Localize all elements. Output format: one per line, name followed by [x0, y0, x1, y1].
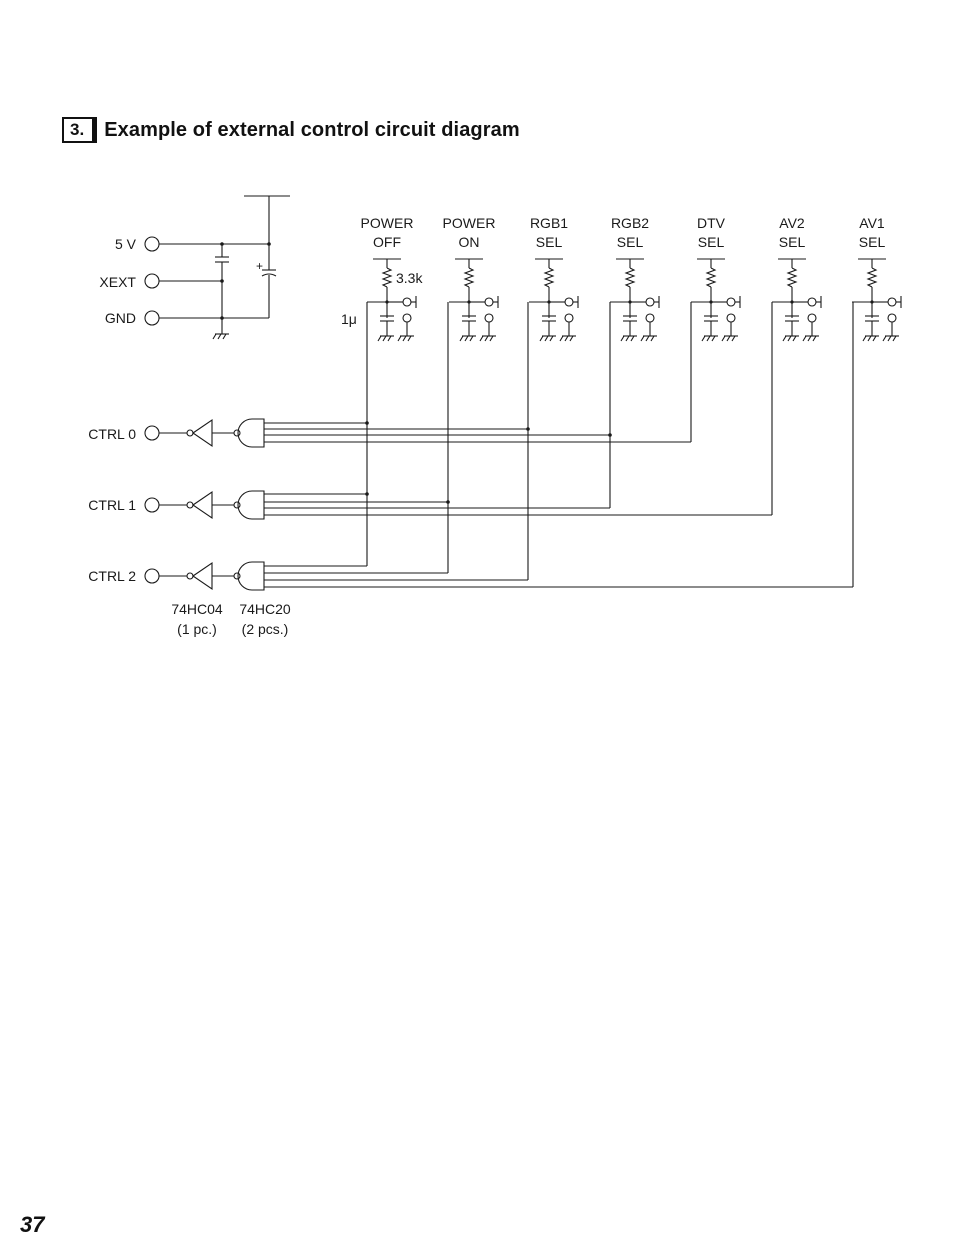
- ctrl-1-chain: [145, 491, 264, 519]
- output-2-label-2: SEL: [535, 234, 563, 250]
- pin-label-xext: XEXT: [99, 274, 136, 290]
- output-stage-6: [852, 259, 901, 341]
- output-6-label-1: AV1: [859, 215, 885, 231]
- output-5-label-2: SEL: [778, 234, 806, 250]
- output-stages: [341, 215, 901, 341]
- output-0-label-2: OFF: [373, 234, 401, 250]
- ctrl-2-chain: [145, 562, 264, 590]
- output-3-label-1: RGB2: [610, 215, 650, 231]
- output-stage-1: [449, 259, 498, 341]
- control-logic: [88, 302, 853, 590]
- output-5-label-1: AV2: [779, 215, 805, 231]
- terminal-xext: [145, 274, 159, 288]
- output-stage-2: [529, 259, 578, 341]
- ctrl-1-label: CTRL 1: [88, 497, 136, 513]
- terminal-ctrl-2: [145, 569, 159, 583]
- ic-1-qty: (2 pcs.): [241, 621, 289, 637]
- output-1-label-1: POWER: [442, 215, 496, 231]
- ctrl-0-label: CTRL 0: [88, 426, 136, 442]
- power-input-section: [99, 196, 290, 339]
- output-1-label-2: ON: [458, 234, 480, 250]
- section-title: Example of external control circuit diagram: [104, 118, 520, 141]
- output-4-label-1: DTV: [697, 215, 725, 231]
- ic-1-part: 74HC20: [239, 601, 291, 617]
- ic-labels: [171, 601, 291, 637]
- output-stage-3: [610, 259, 659, 341]
- terminal-ctrl-0: [145, 426, 159, 440]
- terminal-5v: [145, 237, 159, 251]
- ic-0-part: 74HC04: [171, 601, 223, 617]
- ic-0-qty: (1 pc.): [177, 621, 217, 637]
- output-4-label-2: SEL: [697, 234, 725, 250]
- ctrl-0-chain: [145, 419, 264, 447]
- terminal-ctrl-1: [145, 498, 159, 512]
- output-0-label-1: POWER: [360, 215, 414, 231]
- output-stage-4: [691, 259, 740, 341]
- output-3-label-2: SEL: [616, 234, 644, 250]
- svg-text:+: +: [256, 259, 264, 273]
- pin-label-5v: 5 V: [114, 236, 136, 252]
- section-number: 3.: [62, 117, 94, 143]
- output-stage-5: [772, 259, 821, 341]
- capacitor-value-label: 1μ: [341, 311, 357, 327]
- resistor-value-label: 3.3k: [396, 270, 423, 286]
- output-2-label-1: RGB1: [529, 215, 569, 231]
- output-6-label-2: SEL: [858, 234, 886, 250]
- pin-label-gnd: GND: [104, 310, 136, 326]
- page-number: 37: [20, 1212, 45, 1237]
- terminal-gnd: [145, 311, 159, 325]
- ctrl-2-label: CTRL 2: [88, 568, 136, 584]
